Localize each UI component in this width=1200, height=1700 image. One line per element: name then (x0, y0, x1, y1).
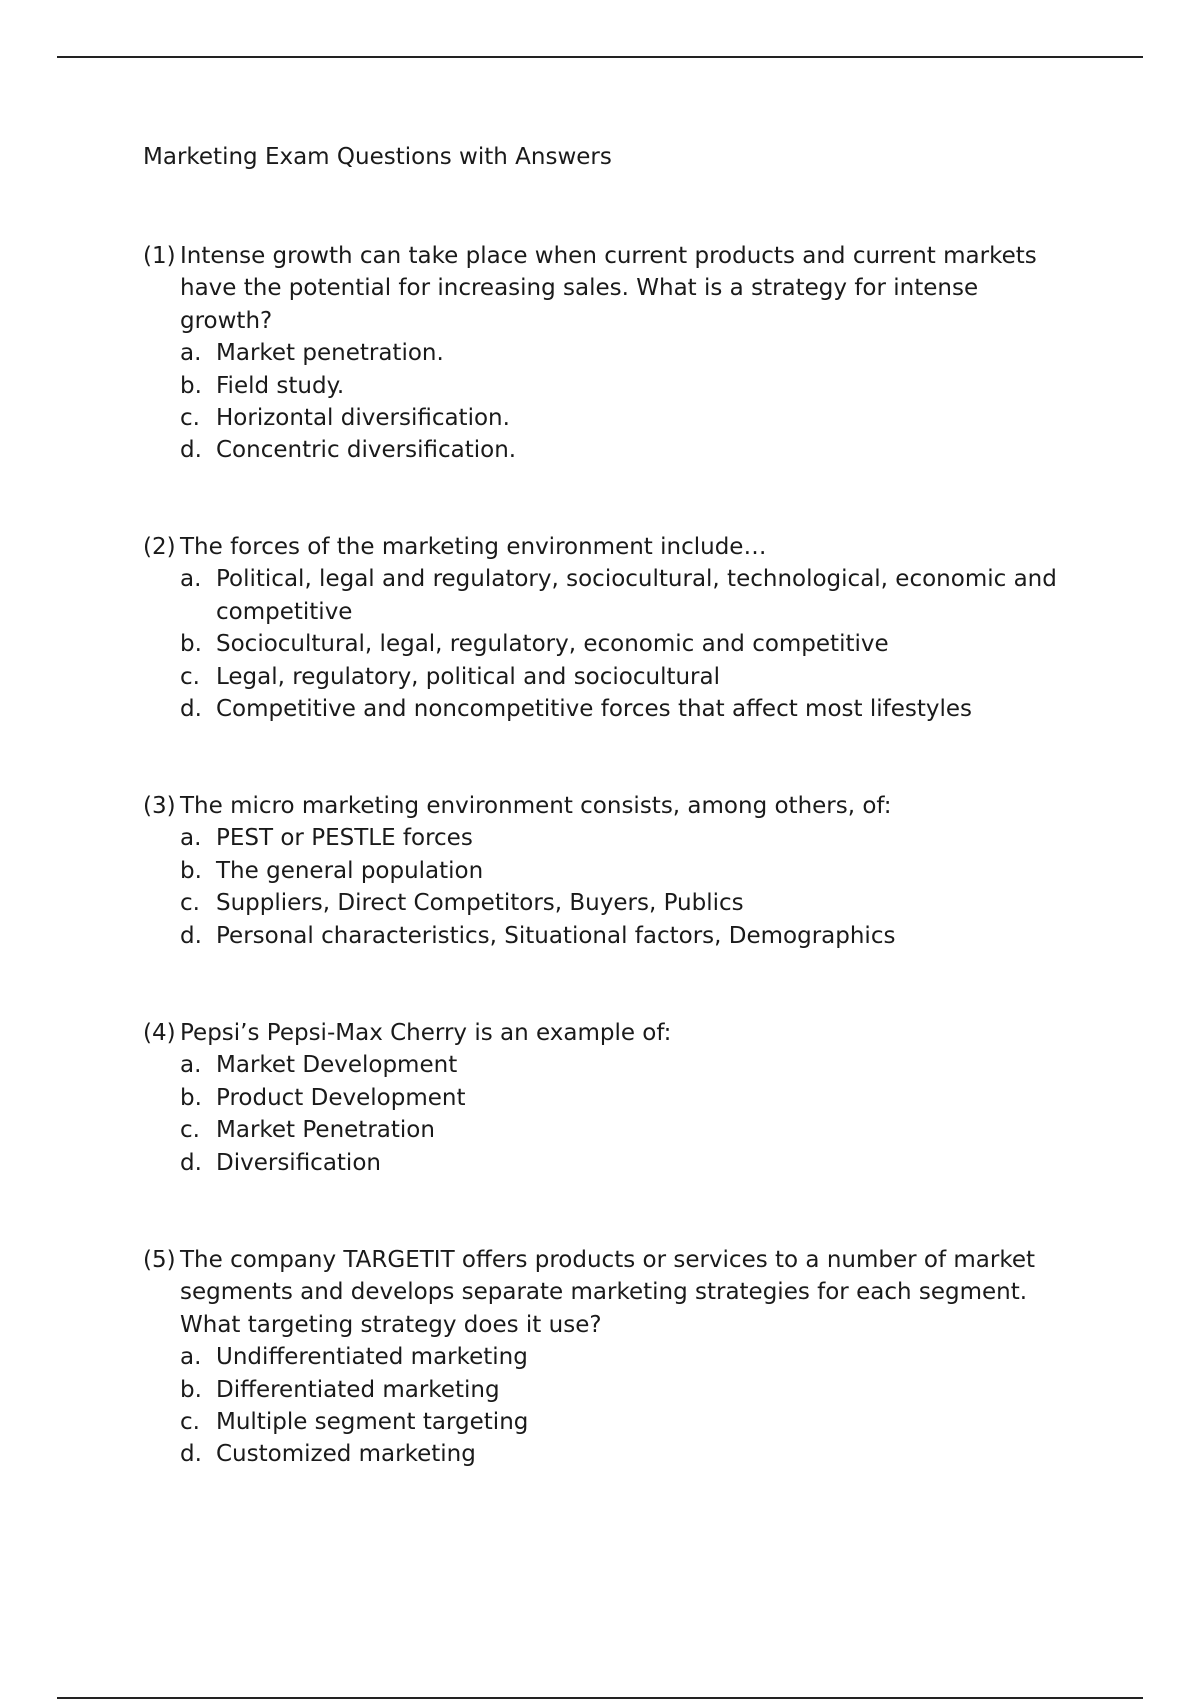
option-text: Undifferentiated marketing (216, 1344, 528, 1371)
option-letter: c. (180, 405, 200, 432)
answer-option-c (180, 661, 1073, 693)
answer-option-a (180, 337, 1073, 369)
option-text: Concentric diversification. (216, 437, 517, 464)
option-letter: a. (180, 566, 202, 593)
option-text: Diversification (216, 1149, 381, 1176)
question-1 (143, 240, 1073, 467)
question-stem (143, 790, 1073, 822)
question-number: (2) (143, 534, 176, 560)
document-title: Marketing Exam Questions with Answers (143, 144, 612, 170)
question-stem (143, 240, 1073, 337)
answer-option-a (180, 1341, 1073, 1373)
answer-options (143, 337, 1073, 467)
option-text: Product Development (216, 1084, 466, 1111)
question-2 (143, 531, 1073, 725)
option-text: The general population (216, 857, 484, 884)
option-letter: d. (180, 696, 202, 723)
option-text: Personal characteristics, Situational factors, Demographics (216, 922, 896, 949)
option-letter: b. (180, 372, 202, 399)
option-text: Field study. (216, 372, 345, 399)
question-number: (5) (143, 1247, 176, 1273)
option-text: Competitive and noncompetitive forces that affect most lifestyles (216, 696, 972, 723)
question-text: The micro marketing environment consists, among others, of: (180, 793, 892, 819)
answer-option-a (180, 563, 1073, 628)
answer-option-b (180, 855, 1073, 887)
option-text: Market Development (216, 1052, 458, 1079)
answer-options (143, 822, 1073, 952)
answer-options (143, 1341, 1073, 1471)
top-page-rule (57, 56, 1143, 58)
question-stem (143, 531, 1073, 563)
answer-option-a (180, 1049, 1073, 1081)
option-text: Sociocultural, legal, regulatory, economic and competitive (216, 631, 889, 658)
option-letter: d. (180, 437, 202, 464)
question-number: (4) (143, 1020, 176, 1046)
option-text: Horizontal diversification. (216, 405, 510, 432)
question-text: Pepsi’s Pepsi-Max Cherry is an example of: (180, 1020, 672, 1046)
option-letter: a. (180, 340, 202, 367)
question-number: (3) (143, 793, 176, 819)
answer-options (143, 563, 1073, 725)
option-text: Multiple segment targeting (216, 1409, 529, 1436)
option-text: Legal, regulatory, political and sociocultural (216, 663, 721, 690)
option-letter: b. (180, 1084, 202, 1111)
option-letter: d. (180, 922, 202, 949)
option-letter: c. (180, 1117, 200, 1144)
question-text: The forces of the marketing environment include… (180, 534, 767, 560)
option-letter: b. (180, 857, 202, 884)
answer-option-b (180, 370, 1073, 402)
answer-option-d (180, 1147, 1073, 1179)
answer-option-c (180, 887, 1073, 919)
answer-option-b (180, 1082, 1073, 1114)
question-stem (143, 1017, 1073, 1049)
option-text: Political, legal and regulatory, sociocultural, technological, economic and competitive (216, 566, 1057, 625)
answer-option-a (180, 822, 1073, 854)
answer-option-d (180, 693, 1073, 725)
answer-options (143, 1049, 1073, 1179)
answer-option-c (180, 1114, 1073, 1146)
option-letter: a. (180, 825, 202, 852)
option-text: Market Penetration (216, 1117, 435, 1144)
question-4 (143, 1017, 1073, 1179)
bottom-page-rule (57, 1697, 1143, 1699)
option-text: Suppliers, Direct Competitors, Buyers, Publics (216, 890, 744, 917)
answer-option-b (180, 1374, 1073, 1406)
answer-option-d (180, 1438, 1073, 1470)
answer-option-d (180, 920, 1073, 952)
question-number: (1) (143, 243, 176, 269)
option-letter: d. (180, 1441, 202, 1468)
option-text: Customized marketing (216, 1441, 476, 1468)
answer-option-b (180, 628, 1073, 660)
question-text: Intense growth can take place when current products and current markets have the potential for increasing sales. What is a strategy for intense growth? (180, 243, 1037, 334)
question-stem (143, 1244, 1073, 1341)
option-letter: b. (180, 1376, 202, 1403)
question-5 (143, 1244, 1073, 1471)
option-letter: a. (180, 1052, 202, 1079)
option-letter: d. (180, 1149, 202, 1176)
option-letter: b. (180, 631, 202, 658)
question-text: The company TARGETIT offers products or services to a number of market segments and develops separate marketing strategies for each segment. What targeting strategy does it use? (180, 1247, 1036, 1338)
option-text: PEST or PESTLE forces (216, 825, 473, 852)
option-letter: c. (180, 1409, 200, 1436)
option-text: Market penetration. (216, 340, 444, 367)
option-letter: c. (180, 890, 200, 917)
option-letter: c. (180, 663, 200, 690)
answer-option-d (180, 434, 1073, 466)
option-text: Differentiated marketing (216, 1376, 500, 1403)
question-3 (143, 790, 1073, 952)
option-letter: a. (180, 1344, 202, 1371)
answer-option-c (180, 1406, 1073, 1438)
answer-option-c (180, 402, 1073, 434)
